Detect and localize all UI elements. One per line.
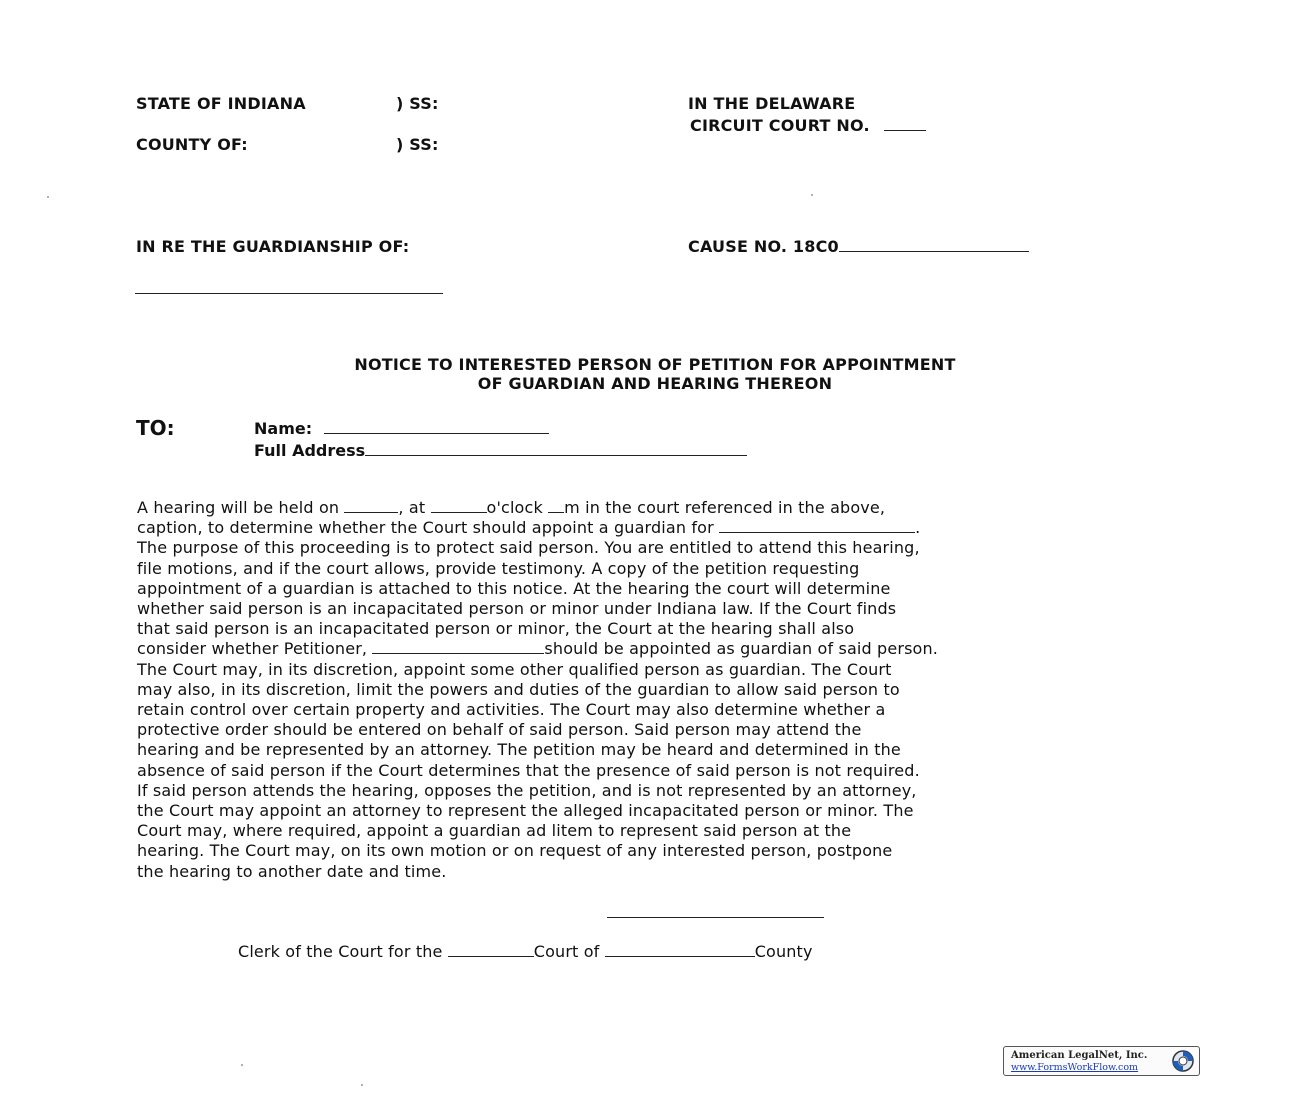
body-line: Court may, where required, appoint a guardian ad litem to represent said person at the bbox=[137, 821, 852, 841]
body-line: absence of said person if the Court determines that the presence of said person is not required. bbox=[137, 760, 920, 780]
body-line: retain control over certain property and activities. The Court may also determine whether a bbox=[137, 700, 886, 720]
hearing-date-blank[interactable] bbox=[344, 498, 398, 513]
notice-body bbox=[137, 498, 1132, 882]
notice-title-line2: OF GUARDIAN AND HEARING THEREON bbox=[477, 374, 833, 393]
body-text: , at bbox=[398, 498, 426, 517]
body-line: that said person is an incapacitated person or minor, the Court at the hearing shall also bbox=[137, 619, 855, 639]
body-line: whether said person is an incapacitated person or minor under Indiana law. If the Court finds bbox=[137, 599, 897, 619]
guardianship-label: IN RE THE GUARDIANSHIP OF: bbox=[136, 237, 410, 256]
court-name: IN THE DELAWARE bbox=[688, 94, 856, 113]
recipient-name-row bbox=[254, 419, 549, 438]
body-line: appointment of a guardian is attached to this notice. At the hearing the court will determine bbox=[137, 578, 891, 598]
cause-number bbox=[688, 237, 1029, 256]
petitioner-name-blank[interactable] bbox=[372, 639, 544, 654]
clerk-signature-block bbox=[238, 942, 813, 961]
body-line bbox=[137, 639, 1132, 659]
scan-speck bbox=[241, 1064, 243, 1066]
body-text: A hearing will be held on bbox=[137, 498, 340, 517]
scan-speck bbox=[361, 1084, 363, 1086]
clerk-text: Clerk of the Court for the bbox=[238, 942, 443, 961]
badge-url[interactable]: www.FormsWorkFlow.com bbox=[1011, 1062, 1139, 1073]
body-line: protective order should be entered on behalf of said person. Said person may attend the bbox=[137, 720, 862, 740]
ward-name-blank-2[interactable] bbox=[719, 518, 915, 533]
court-number bbox=[690, 116, 926, 135]
body-line: the hearing to another date and time. bbox=[137, 861, 447, 881]
body-text: consider whether Petitioner, bbox=[137, 639, 368, 659]
body-text: should be appointed as guardian of said person. bbox=[544, 639, 939, 659]
cause-number-label: CAUSE NO. 18C0 bbox=[688, 237, 839, 256]
clerk-text: Court of bbox=[533, 942, 600, 961]
recipient-address-blank[interactable] bbox=[365, 441, 747, 456]
county-label: COUNTY OF: bbox=[136, 135, 248, 154]
body-line: may also, in its discretion, limit the powers and duties of the guardian to allow said person to bbox=[137, 679, 900, 699]
clerk-text: County bbox=[754, 942, 813, 961]
ss-label-2: ) SS: bbox=[396, 135, 439, 154]
to-label: TO: bbox=[136, 416, 175, 440]
ss-label-1: ) SS: bbox=[396, 94, 439, 113]
badge-company: American LegalNet, Inc. bbox=[1011, 1050, 1148, 1061]
state-label: STATE OF INDIANA bbox=[136, 94, 306, 113]
address-label: Full Address bbox=[254, 441, 366, 460]
am-pm-blank[interactable] bbox=[548, 498, 564, 513]
court-number-label: CIRCUIT COURT NO. bbox=[690, 116, 870, 135]
name-label: Name: bbox=[254, 419, 313, 438]
cause-number-blank[interactable] bbox=[839, 237, 1029, 252]
body-text: o'clock bbox=[486, 498, 543, 517]
ward-name-blank[interactable] bbox=[135, 293, 443, 294]
legalnet-badge bbox=[1003, 1046, 1200, 1076]
body-text: m in the court referenced in the above, bbox=[564, 498, 886, 517]
globe-icon bbox=[1171, 1049, 1195, 1073]
body-text: . bbox=[915, 518, 921, 538]
court-number-blank[interactable] bbox=[884, 116, 926, 131]
body-line: The Court may, in its discretion, appoint some other qualified person as guardian. The Court bbox=[137, 659, 892, 679]
scan-speck bbox=[811, 194, 813, 196]
body-line bbox=[137, 498, 1132, 518]
body-line: the Court may appoint an attorney to represent the alleged incapacitated person or minor. The bbox=[137, 801, 914, 821]
county-name-blank[interactable] bbox=[605, 942, 755, 957]
recipient-address-row bbox=[254, 441, 747, 460]
notice-title-line1: NOTICE TO INTERESTED PERSON OF PETITION FOR APPOINTMENT bbox=[354, 355, 956, 374]
body-line: file motions, and if the court allows, provide testimony. A copy of the petition requesting bbox=[137, 558, 860, 578]
body-line bbox=[137, 518, 1132, 538]
signature-line[interactable] bbox=[607, 917, 824, 918]
recipient-name-blank[interactable] bbox=[324, 419, 549, 434]
body-line: hearing. The Court may, on its own motion or on request of any interested person, postpone bbox=[137, 841, 893, 861]
body-text: caption, to determine whether the Court should appoint a guardian for bbox=[137, 518, 714, 538]
body-line: If said person attends the hearing, opposes the petition, and is not represented by an attorney, bbox=[137, 780, 917, 800]
hearing-time-blank[interactable] bbox=[431, 498, 487, 513]
court-type-blank[interactable] bbox=[448, 942, 534, 957]
body-line: The purpose of this proceeding is to protect said person. You are entitled to attend this hearing, bbox=[137, 538, 920, 558]
body-line: hearing and be represented by an attorney. The petition may be heard and determined in the bbox=[137, 740, 901, 760]
scan-speck bbox=[47, 196, 49, 198]
